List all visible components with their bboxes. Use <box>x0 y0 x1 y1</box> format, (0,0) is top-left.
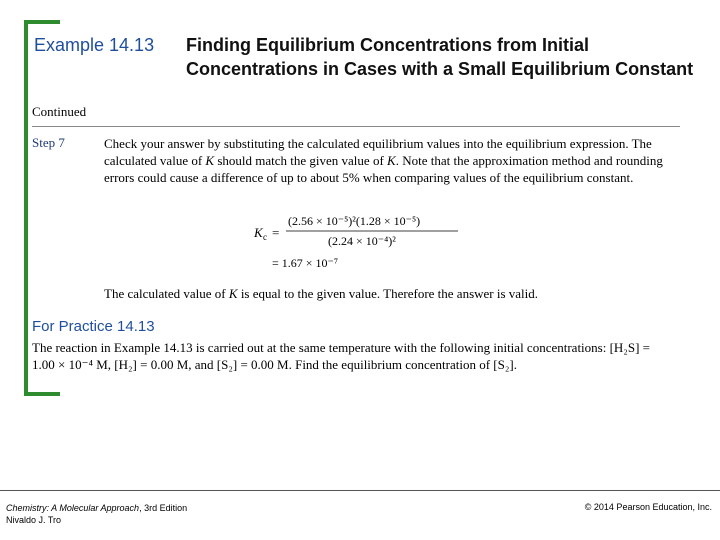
frame-bracket-top <box>24 20 60 24</box>
step-text-2: should match the given value of <box>214 153 388 168</box>
eq-lhs-sub: c <box>263 232 267 242</box>
eq-result: = 1.67 × 10⁻⁷ <box>272 256 339 270</box>
practice-title: For Practice 14.13 <box>32 318 155 335</box>
divider <box>32 126 680 127</box>
example-label: Example 14.13 <box>34 35 155 55</box>
footer-citation <box>6 502 187 526</box>
eq-numerator: (2.56 × 10⁻⁵)²(1.28 × 10⁻⁵) <box>288 214 421 228</box>
result-text-1: The calculated value of <box>104 286 229 301</box>
var-k: K <box>387 153 396 168</box>
frame-bracket-left <box>24 20 28 396</box>
book-title: Chemistry: A Molecular Approach <box>6 503 140 513</box>
continued-label: Continued <box>32 104 87 119</box>
step-text <box>104 135 684 186</box>
result-text <box>104 286 538 302</box>
practice-text: The reaction in Example 14.13 is carried out at the same temperature with the following initial concentrations: [H₂S] = 1.00 × 10⁻⁴ M, [H₂] = 0.00 M, and [S₂] = 0.00 M. Find the equilibrium concentration of [S₂]. <box>32 340 650 372</box>
step-label: Step 7 <box>32 135 65 150</box>
result-text-2: is equal to the given value. Therefore the answer is valid. <box>237 286 539 301</box>
footer-divider <box>0 490 720 491</box>
example-title: Finding Equilibrium Concentrations from Initial Concentrations in Cases with a Small Equilibrium Constant <box>186 35 694 79</box>
step-text-3: . Note that the approximation method and rounding errors could cause a difference of up to about 5% when comparing values of the equilibrium constant. <box>104 153 663 185</box>
footer-copyright: © 2014 Pearson Education, Inc. <box>584 502 712 512</box>
frame-bracket-bottom <box>24 392 60 396</box>
var-k: K <box>228 286 238 301</box>
eq-lhs: K <box>254 225 263 240</box>
eq-equals: = <box>272 225 280 240</box>
book-edition: , 3rd Edition <box>139 503 188 513</box>
var-k: K <box>205 153 215 168</box>
eq-denominator: (2.24 × 10⁻⁴)² <box>328 234 396 248</box>
book-author: Nivaldo J. Tro <box>6 515 62 525</box>
equilibrium-equation <box>252 210 472 276</box>
step-text-1: Check your answer by substituting the calculated equilibrium values into the equilibrium expression. The calculated value of <box>104 136 652 168</box>
